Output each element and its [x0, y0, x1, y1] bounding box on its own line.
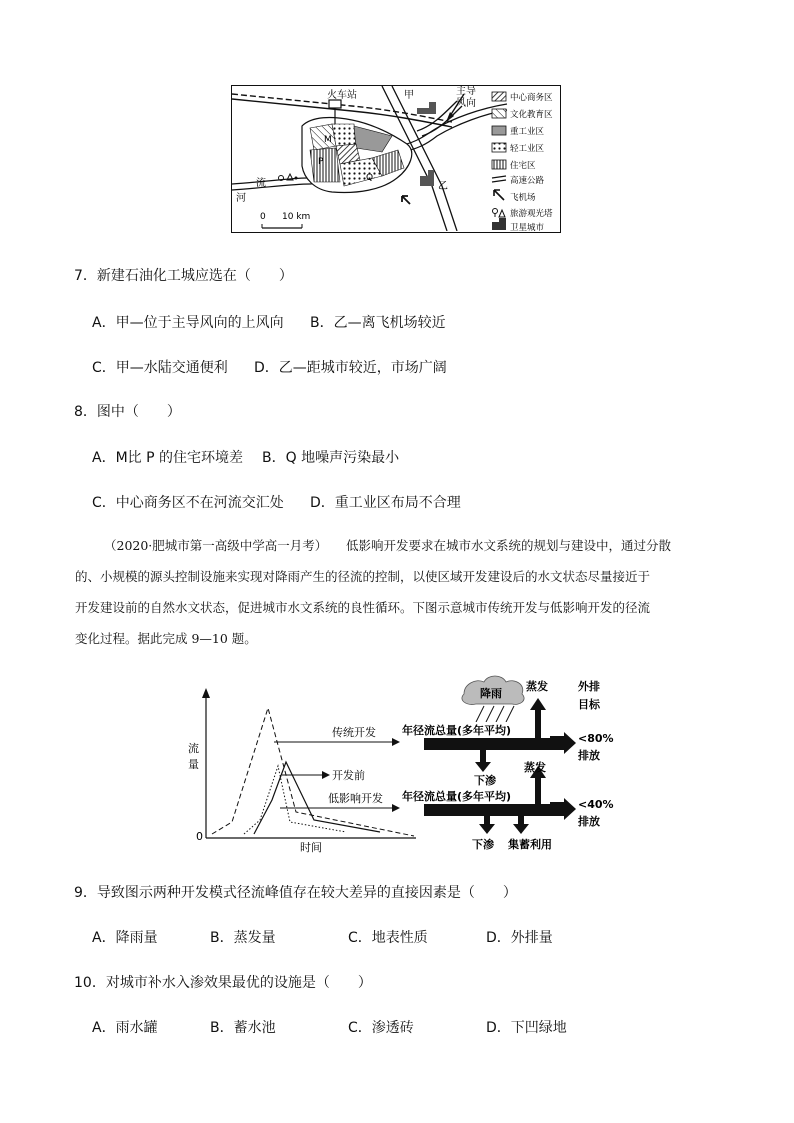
- q8-option-c[interactable]: C．中心商务区不在河流交汇处: [92, 495, 284, 511]
- out-40: <40%: [578, 798, 614, 811]
- runoff-label-2: 年径流总量(多年平均): [402, 790, 512, 803]
- q10-option-c[interactable]: C．渗透砖: [348, 1020, 414, 1036]
- evap-label-1: 蒸发: [526, 680, 548, 693]
- runoff-diagram-svg: [184, 672, 614, 854]
- q9-stem: 9．导致图示两种开发模式径流峰值存在较大差异的直接因素是（ ）: [74, 885, 517, 901]
- q9-option-d[interactable]: D．外排量: [486, 930, 553, 946]
- passage-line-3: 开发建设前的自然水文状态，促进城市水文系统的良性循环。下图示意城市传统开发与低影响开发的径流: [75, 600, 651, 615]
- x-axis-label: 时间: [300, 841, 322, 854]
- q8-option-d[interactable]: D．重工业区布局不合理: [310, 495, 461, 511]
- q7-option-c[interactable]: C．甲—水陆交通便利: [92, 360, 228, 376]
- wind-label-1: 主导: [456, 86, 476, 97]
- city-map-figure: [231, 85, 561, 233]
- q9-option-c[interactable]: C．地表性质: [348, 930, 428, 946]
- label-before: 开发前: [332, 769, 365, 782]
- legend-label-residential: 住宅区: [510, 161, 536, 171]
- passage-line-4: 变化过程。据此完成 9—10 题。: [75, 631, 257, 646]
- runoff-diagram: [184, 672, 614, 854]
- yi-label: 乙: [438, 181, 448, 192]
- q8-stem: 8．图中（ ）: [74, 404, 181, 420]
- rain-label: 降雨: [480, 687, 502, 700]
- q10-option-b[interactable]: B．蓄水池: [210, 1020, 276, 1036]
- q10-stem: 10．对城市补水入渗效果最优的设施是（ ）: [74, 975, 372, 991]
- y-axis-label-1: 流: [188, 742, 199, 755]
- q7-option-b[interactable]: B．乙—离飞机场较近: [310, 315, 446, 331]
- legend-label-cbd: 中心商务区: [510, 93, 553, 103]
- jia-label: 甲: [404, 90, 414, 101]
- station-label: 火车站: [327, 90, 357, 101]
- scale-ten: 10 km: [282, 212, 311, 222]
- q7-option-a[interactable]: A．甲—位于主导风向的上风向: [92, 315, 284, 331]
- storage-label: 集蓄利用: [508, 838, 552, 851]
- out-80-discharge: 排放: [578, 749, 600, 762]
- wind-label-2: 风向: [456, 98, 476, 109]
- map-legend: [492, 92, 553, 231]
- legend-label-tower: 旅游观光塔: [510, 209, 553, 219]
- legend-label-satellite: 卫星城市: [510, 223, 545, 231]
- q7-stem: 7．新建石油化工城应选在（ ）: [74, 268, 293, 284]
- label-low-impact: 低影响开发: [328, 792, 383, 805]
- passage-line-2: 的、小规模的源头控制设施来实现对降雨产生的径流的控制，以使区域开发建设后的水文状态尽量接近于: [75, 569, 651, 584]
- traditional-flow-bar: [424, 736, 566, 750]
- q9-option-a[interactable]: A．降雨量: [92, 930, 158, 946]
- legend-label-light: 轻工业区: [510, 144, 545, 154]
- river-label-1: 河: [236, 193, 246, 204]
- q7-option-d[interactable]: D．乙—距城市较近，市场广阔: [254, 360, 447, 376]
- y-axis-label-2: 量: [188, 758, 199, 771]
- infil-label-2: 下渗: [472, 838, 494, 851]
- out-40-discharge: 排放: [578, 815, 600, 828]
- river-label-2: 流: [256, 178, 266, 189]
- passage-line-1: （2020·肥城市第一高级中学高一月考） 低影响开发要求在城市水文系统的规划与建设中，通过分散: [104, 538, 672, 553]
- legend-label-highway: 高速公路: [510, 176, 545, 186]
- q10-option-a[interactable]: A．雨水罐: [92, 1020, 158, 1036]
- legend-label-airport: 飞机场: [510, 193, 536, 203]
- low-impact-flow-bar: [424, 802, 566, 816]
- out-target-2: 目标: [578, 698, 600, 711]
- scale-zero: 0: [260, 212, 266, 222]
- q10-option-d[interactable]: D．下凹绿地: [486, 1020, 567, 1036]
- evap-label-2: 蒸发: [524, 761, 546, 774]
- q9-option-b[interactable]: B．蒸发量: [210, 930, 276, 946]
- city-map: [232, 86, 559, 231]
- axis-origin: 0: [196, 830, 203, 843]
- out-target-1: 外排: [578, 680, 600, 693]
- runoff-label-1: 年径流总量(多年平均): [402, 724, 512, 737]
- q8-option-a[interactable]: A．M比 P 的住宅环境差: [92, 450, 243, 466]
- zone-P-label: P: [318, 157, 324, 167]
- legend-label-heavy: 重工业区: [510, 127, 545, 137]
- zone-Q-label: Q: [366, 173, 374, 183]
- infil-label-1: 下渗: [474, 774, 496, 787]
- q8-option-b[interactable]: B．Q 地噪声污染最小: [262, 450, 400, 466]
- passage: [75, 530, 732, 654]
- zone-M-label: M: [324, 135, 332, 145]
- label-traditional: 传统开发: [332, 726, 376, 739]
- out-80: <80%: [578, 732, 614, 745]
- legend-label-edu: 文化教育区: [510, 110, 553, 120]
